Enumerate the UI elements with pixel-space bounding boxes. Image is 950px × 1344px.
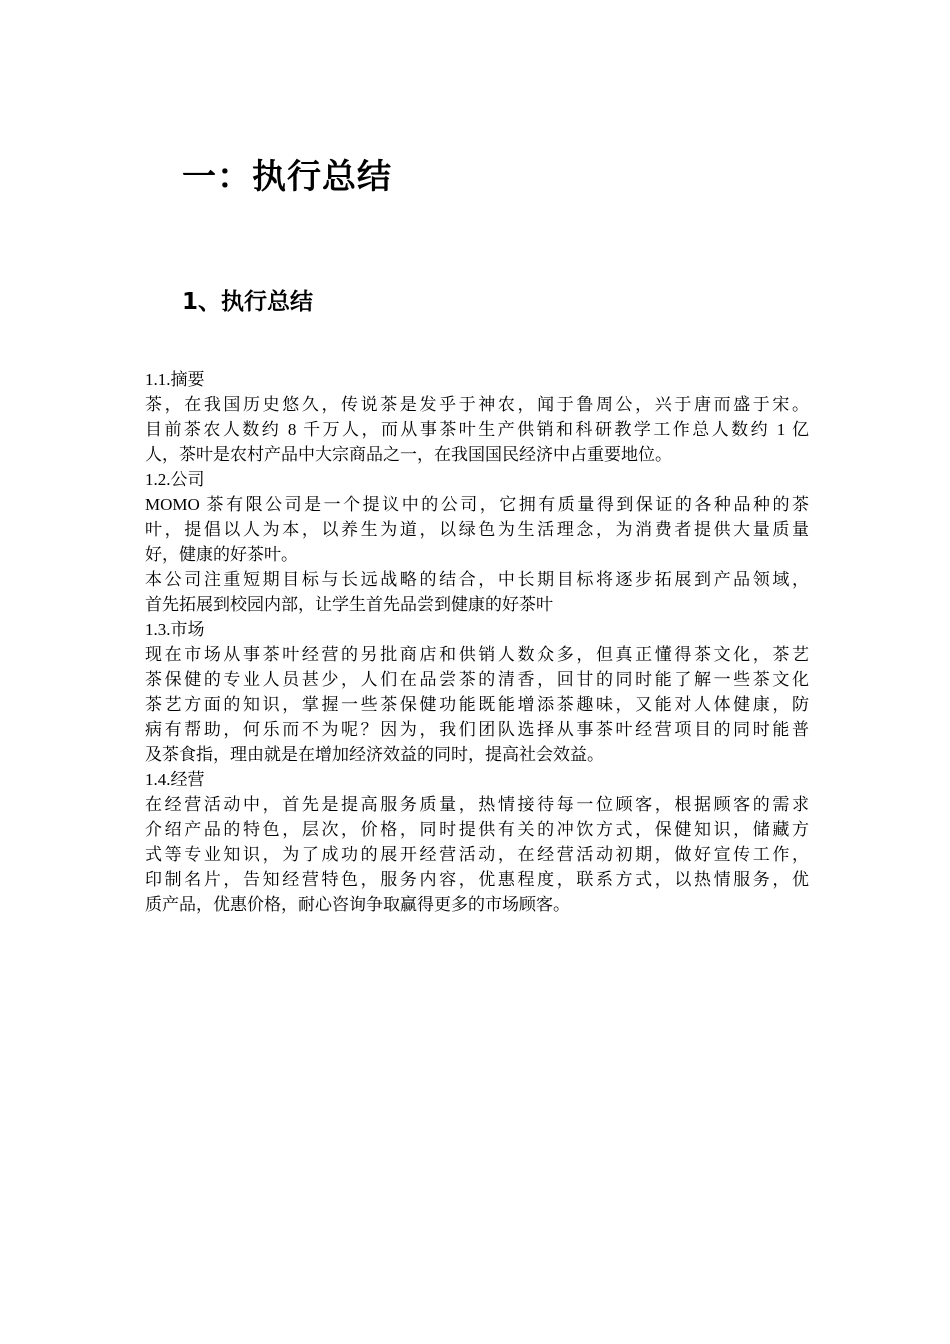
text-line: 介绍产品的特色，层次，价格，同时提供有关的冲饮方式，保健知识，储藏方: [145, 820, 809, 839]
text-line: 茶艺方面的知识，掌握一些茶保健功能既能增添茶趣味，又能对人体健康，防: [145, 695, 809, 714]
text-line: MOMO 茶有限公司是一个提议中的公司，它拥有质量得到保证的各种品种的茶: [145, 495, 809, 514]
subsection-title-operations: 1.4.经营: [145, 770, 205, 789]
text-line: 目前茶农人数约 8 千万人，而从事茶叶生产供销和科研教学工作总人数约 1 亿: [145, 420, 809, 439]
subsection-title-summary: 1.1.摘要: [145, 370, 205, 389]
text-line: 印制名片，告知经营特色，服务内容，优惠程度，联系方式，以热情服务，优: [145, 870, 809, 889]
chapter-heading: 一：执行总结: [182, 157, 392, 197]
subsection-title-company: 1.2.公司: [145, 470, 205, 489]
text-line: 及茶食指，理由就是在增加经济效益的同时，提高社会效益。: [145, 745, 604, 764]
text-line: 茶保健的专业人员甚少，人们在品尝茶的清香，回甘的同时能了解一些茶文化: [145, 670, 809, 689]
text-line: 叶，提倡以人为本，以养生为道，以绿色为生活理念，为消费者提供大量质量: [145, 520, 809, 539]
text-line: 式等专业知识，为了成功的展开经营活动，在经营活动初期，做好宣传工作，: [145, 845, 809, 864]
text-line: 现在市场从事茶叶经营的另批商店和供销人数众多，但真正懂得茶文化，茶艺: [145, 645, 809, 664]
subsection-title-market: 1.3.市场: [145, 620, 205, 639]
text-line: 在经营活动中，首先是提高服务质量，热情接待每一位顾客，根据顾客的需求: [145, 795, 809, 814]
section-heading: 1、执行总结: [182, 289, 314, 315]
text-line: 人，茶叶是农村产品中大宗商品之一，在我国国民经济中占重要地位。: [145, 445, 672, 464]
text-line: 质产品，优惠价格，耐心咨询争取赢得更多的市场顾客。: [145, 895, 570, 914]
text-line: 茶，在我国历史悠久，传说茶是发乎于神农，闻于鲁周公，兴于唐而盛于宋。: [145, 395, 809, 414]
text-line: 病有帮助，何乐而不为呢？因为，我们团队选择从事茶叶经营项目的同时能普: [145, 720, 809, 739]
body-text: [145, 367, 809, 917]
text-line: 好，健康的好茶叶。: [145, 545, 298, 564]
text-line: 本公司注重短期目标与长远战略的结合，中长期目标将逐步拓展到产品领域，: [145, 570, 809, 589]
text-line: 首先拓展到校园内部，让学生首先品尝到健康的好茶叶: [145, 595, 553, 614]
